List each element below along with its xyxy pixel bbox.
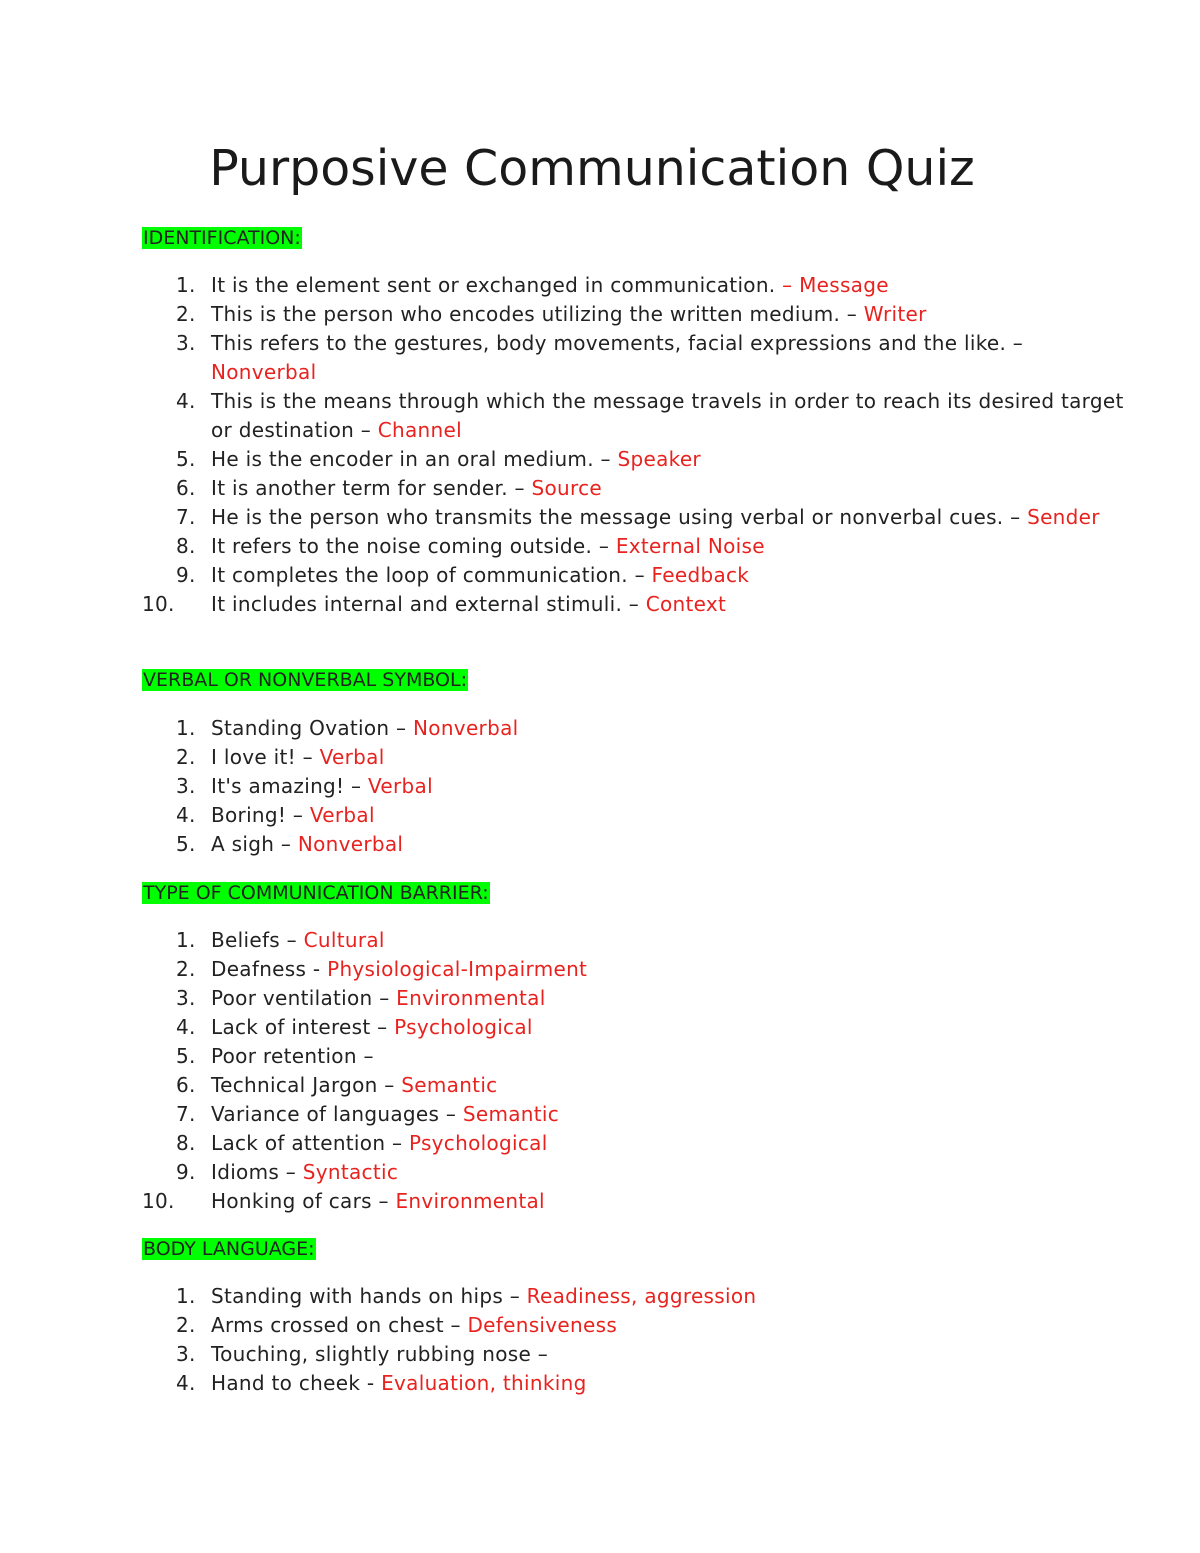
item-question: Touching, slightly rubbing nose – [211,1342,549,1366]
item-number: 3. [176,1342,196,1366]
item-question: It includes internal and external stimuli. – [211,592,640,616]
item-number: 2. [176,745,196,769]
item-question: Poor retention – [211,1044,374,1068]
item-question: Variance of languages – [211,1102,457,1126]
item-question: Boring! – [211,803,304,827]
item-answer: Physiological-Impairment [327,957,588,981]
item-question: It's amazing! – [211,774,362,798]
list-item [142,772,1131,801]
item-question: Standing with hands on hips – [211,1284,520,1308]
item-answer: Nonverbal [297,832,404,856]
item-answer: Source [531,476,602,500]
list-item [142,271,1131,300]
item-number: 10. [142,1189,175,1213]
item-question: Arms crossed on chest – [211,1313,461,1337]
item-answer: Channel [377,418,462,442]
barrier-list [142,926,1131,1216]
item-number: 2. [176,1313,196,1337]
item-number: 1. [176,716,196,740]
list-item [142,1369,1131,1398]
verbal-nonverbal-list [142,714,1131,859]
item-number: 6. [176,476,196,500]
item-answer: – Message [782,273,889,297]
section-heading-label: BODY LANGUAGE: [143,1238,315,1260]
item-answer: Defensiveness [467,1313,618,1337]
section-heading-label: VERBAL OR NONVERBAL SYMBOL: [143,669,468,691]
item-number: 5. [176,832,196,856]
list-item [142,1129,1131,1158]
list-item [142,1042,1131,1071]
item-number: 6. [176,1073,196,1097]
item-answer: Writer [863,302,927,326]
item-number: 4. [176,389,196,413]
item-number: 5. [176,447,196,471]
item-question: Lack of interest – [211,1015,388,1039]
list-item [142,590,1131,619]
item-answer: Psychological [394,1015,533,1039]
item-answer: Nonverbal [211,360,317,384]
list-item [142,1100,1131,1129]
item-number: 2. [176,302,196,326]
list-item [142,1340,1131,1369]
item-question: Poor ventilation – [211,986,390,1010]
list-item [142,387,1131,445]
item-number: 5. [176,1044,196,1068]
item-number: 1. [176,928,196,952]
page-title: Purposive Communication Quiz [209,140,975,197]
item-answer: Verbal [319,745,385,769]
item-answer: Context [645,592,727,616]
item-question: He is the person who transmits the message using verbal or nonverbal cues. – [211,505,1021,529]
item-answer: Environmental [396,986,546,1010]
list-item [142,830,1131,859]
item-answer: Syntactic [302,1160,399,1184]
identification-list [142,271,1131,619]
item-answer: Environmental [395,1189,545,1213]
list-item [142,714,1131,743]
item-question: This is the person who encodes utilizing the written medium. – [211,302,858,326]
item-answer: Speaker [617,447,701,471]
list-item [142,300,1131,329]
item-question: Hand to cheek - [211,1371,375,1395]
section-heading-barrier [142,881,490,905]
item-answer: Cultural [303,928,385,952]
item-question: It refers to the noise coming outside. – [211,534,610,558]
list-item [142,503,1131,532]
item-question: It is another term for sender. – [211,476,525,500]
item-number: 2. [176,957,196,981]
item-answer: Verbal [367,774,433,798]
item-answer: Semantic [462,1102,560,1126]
list-item [142,561,1131,590]
list-item [142,984,1131,1013]
item-question: This is the means through which the message travels in order to reach its desired target or destination – [211,389,1124,442]
item-question: He is the encoder in an oral medium. – [211,447,611,471]
section-heading-label: IDENTIFICATION: [143,227,301,249]
item-answer: Feedback [651,563,750,587]
item-question: Idioms – [211,1160,297,1184]
section-heading-identification [142,226,302,250]
item-number: 7. [176,505,196,529]
list-item [142,743,1131,772]
list-item [142,1158,1131,1187]
item-answer: Nonverbal [413,716,519,740]
list-item [142,1282,1131,1311]
item-number: 8. [176,534,196,558]
item-answer: Psychological [408,1131,548,1155]
list-item [142,1187,1131,1216]
list-item [142,801,1131,830]
item-answer: Evaluation, thinking [381,1371,587,1395]
item-answer: Semantic [401,1073,498,1097]
item-number: 4. [176,1371,196,1395]
item-number: 3. [176,986,196,1010]
item-number: 9. [176,1160,196,1184]
list-item [142,1311,1131,1340]
list-item [142,1013,1131,1042]
item-question: This refers to the gestures, body movements, facial expressions and the like. – [211,331,1024,355]
list-item [142,1071,1131,1100]
item-number: 4. [176,803,196,827]
item-number: 3. [176,331,196,355]
section-heading-label: TYPE OF COMMUNICATION BARRIER: [143,882,489,904]
item-answer: Readiness, aggression [526,1284,757,1308]
item-number: 10. [142,592,175,616]
list-item [142,445,1131,474]
item-number: 7. [176,1102,196,1126]
item-question: Lack of attention – [211,1131,403,1155]
list-item [142,955,1131,984]
item-answer: Verbal [309,803,375,827]
item-answer: Sender [1027,505,1100,529]
item-number: 3. [176,774,196,798]
item-number: 4. [176,1015,196,1039]
item-question: Honking of cars – [211,1189,389,1213]
item-question: Standing Ovation – [211,716,407,740]
item-question: Beliefs – [211,928,297,952]
list-item [142,329,1131,387]
item-question: It is the element sent or exchanged in communication. [211,273,783,297]
list-item [142,926,1131,955]
body-language-list [142,1282,1131,1398]
item-answer: External Noise [615,534,765,558]
item-number: 8. [176,1131,196,1155]
item-number: 9. [176,563,196,587]
item-number: 1. [176,1284,196,1308]
item-question: Technical Jargon – [211,1073,395,1097]
list-item [142,474,1131,503]
section-heading-body-language [142,1237,316,1261]
item-question: A sigh – [211,832,292,856]
list-item [142,532,1131,561]
item-question: It completes the loop of communication. – [211,563,645,587]
item-question: Deafness - [211,957,321,981]
item-question: I love it! – [211,745,313,769]
item-number: 1. [176,273,196,297]
section-heading-verbal-nonverbal [142,668,468,692]
